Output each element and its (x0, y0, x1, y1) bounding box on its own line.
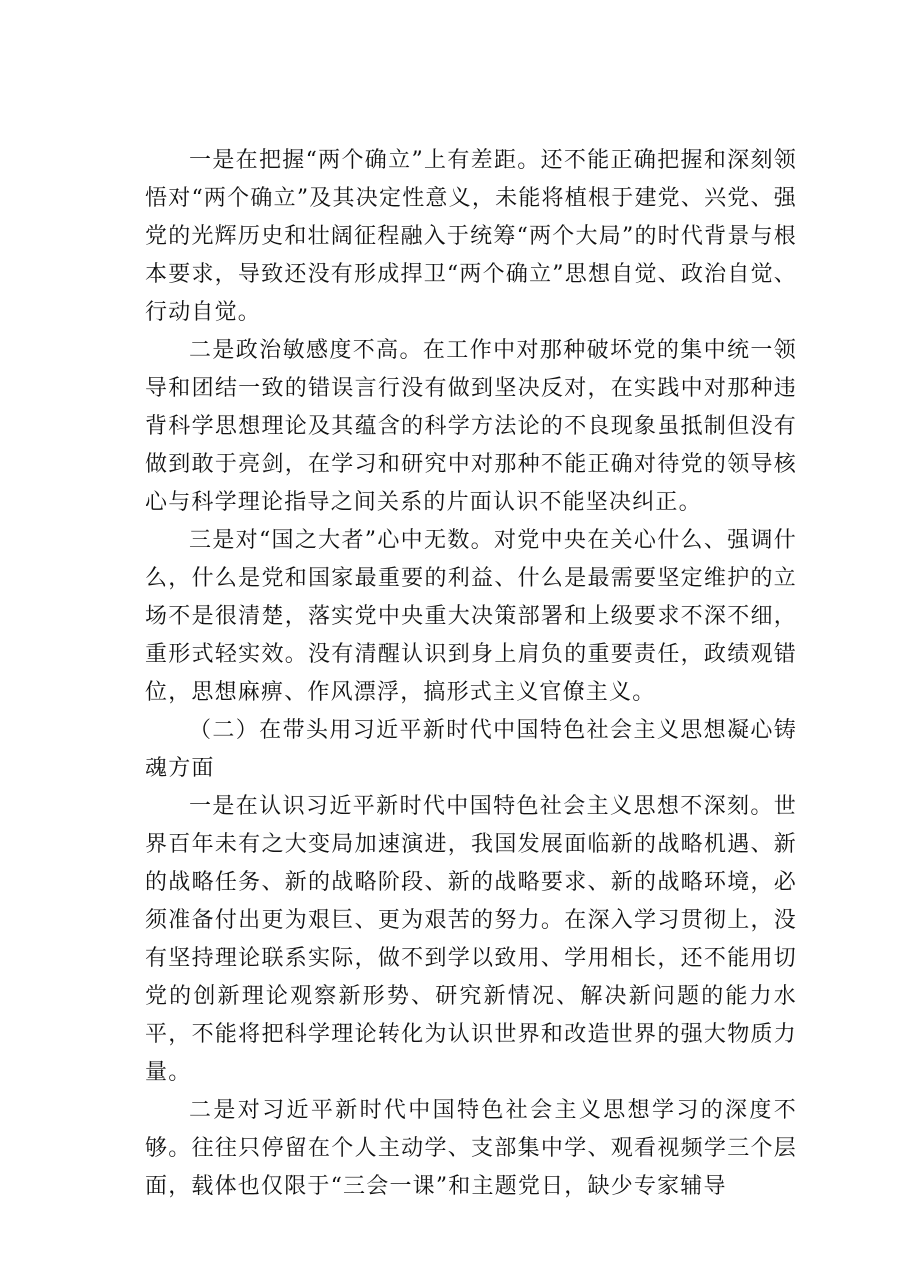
paragraph-national-priorities: 三是对“国之大者”心中无数。对党中央在关心什么、强调什么，什么是党和国家最重要的利益、什么是最需要坚定维护的立场不是很清楚，落实党中央重大决策部署和上级要求不深不细，重形式轻实效。没有清醒认识到身上肩负的重要责任，政绩观错位，思想麻痹、作风漂浮，搞形式主义官僚主义。 (145, 528, 797, 705)
document-body (145, 142, 797, 1206)
paragraph-grasp-two-establishments: 一是在把握“两个确立”上有差距。还不能正确把握和深刻领悟对“两个确立”及其决定性意义，未能将植根于建党、兴党、强党的光辉历史和壮阔征程融入于统筹“两个大局”的时代背景与根本要求，导致还没有形成捍卫“两个确立”思想自觉、政治自觉、行动自觉。 (145, 148, 797, 325)
paragraph-study-depth: 二是对习近平新时代中国特色社会主义思想学习的深度不够。往往只停留在个人主动学、支部集中学、观看视频学三个层面，载体也仅限于“三会一课”和主题党日，缺少专家辅导 (145, 1098, 797, 1199)
section-heading-2: （二）在带头用习近平新时代中国特色社会主义思想凝心铸魂方面 (145, 718, 797, 781)
paragraph-understanding-thought: 一是在认识习近平新时代中国特色社会主义思想不深刻。世界百年未有之大变局加速演进，我国发展面临新的战略机遇、新的战略任务、新的战略阶段、新的战略要求、新的战略环境，必须准备付出更为艰巨、更为艰苦的努力。在深入学习贯彻上，没有坚持理论联系实际，做不到学以致用、学用相长，还不能用切党的创新理论观察新形势、研究新情况、解决新问题的能力水平，不能将把科学理论转化为认识世界和改造世界的强大物质力量。 (145, 794, 797, 1085)
paragraph-political-sensitivity: 二是政治敏感度不高。在工作中对那种破坏党的集中统一领导和团结一致的错误言行没有做到坚决反对，在实践中对那种违背科学思想理论及其蕴含的科学方法论的不良现象虽抵制但没有做到敢于亮剑，在学习和研究中对那种不能正确对待党的领导核心与科学理论指导之间关系的片面认识不能坚决纠正。 (145, 338, 797, 515)
